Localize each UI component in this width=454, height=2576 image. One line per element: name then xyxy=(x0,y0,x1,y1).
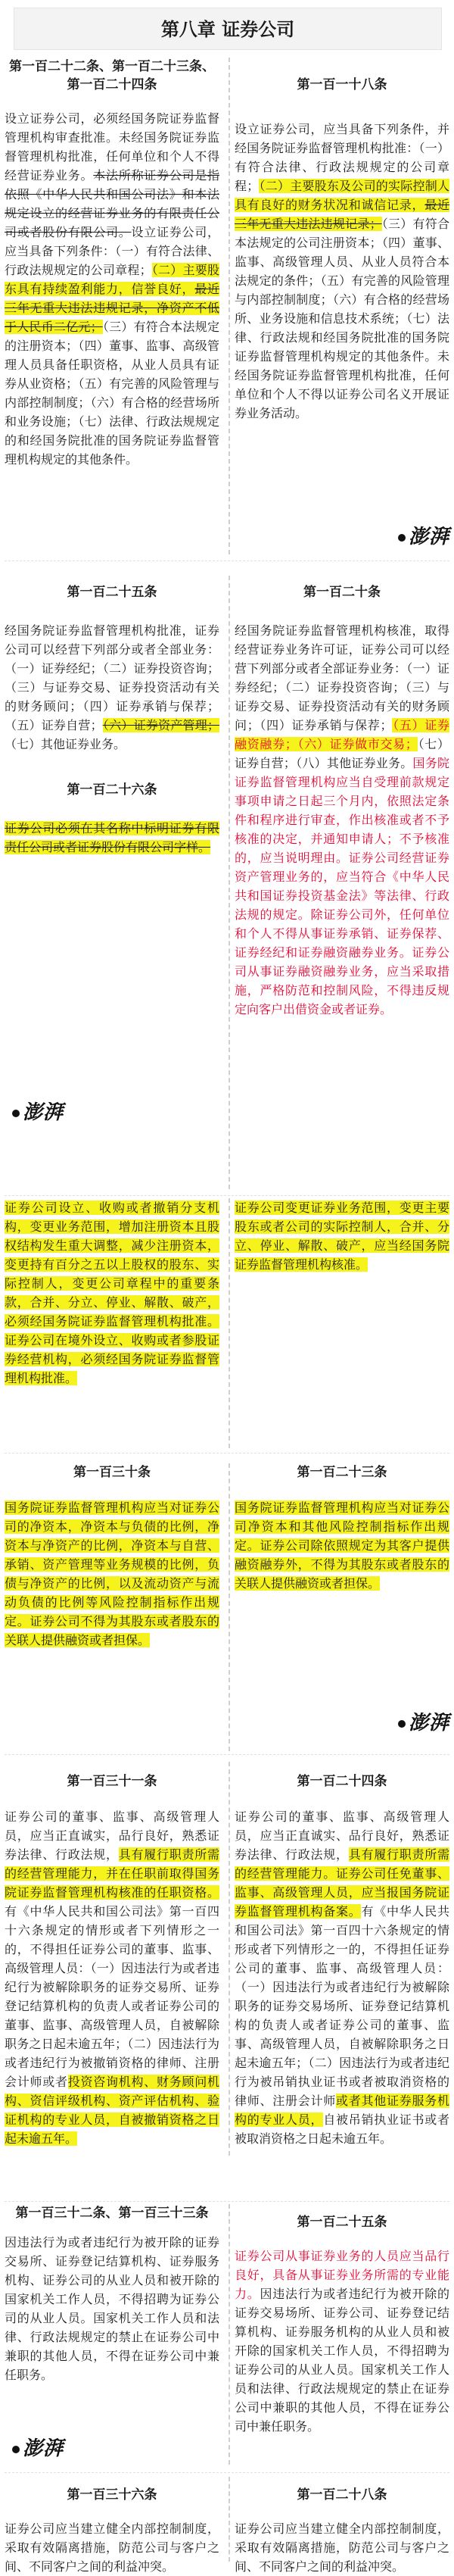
new-text: 国务院证券监督管理机构应当自受理前款规定事项申请之日起三个月内，依照法定条件和程序进行审查，作出核准或者不予核准的决定，并通知申请人；不予核准的，应当说明理由。证券公司经营证券资产管理业务的，应当符合《中华人民共和国证券投资基金法》等法律、行政法规的规定。除证券公司外，任何单位和个人不得从事证券承销、证券保荐、证券经纪和证券融资融券业务。证券公司从事证券融资融券业务，应当采取措施，严格防范和控制风险，不得违反规定向客户出借资金或者证券。 xyxy=(235,756,449,1016)
deleted-text: 最近三年无重大违法违规记录； xyxy=(235,198,449,231)
article-text: 因违法行为或者违纪行为被开除的证券交易所、证券登记结算机构、证券服务机构、证券公司的从业人员和被开除的国家机关工作人员，不得招聘为证券公司的从业人员。国家机关工作人员和法律、行政法规规定的禁止在证券公司中兼职的其他人员，不得在证券公司中兼任职务。 xyxy=(5,2235,219,2382)
column-divider xyxy=(229,2477,230,2562)
old-law-column xyxy=(5,2477,219,2576)
article-title: 第一百一十八条 xyxy=(297,77,387,92)
article-text xyxy=(5,1198,219,1388)
section-article-123 xyxy=(5,1463,449,1751)
deleted-text: （六）证券资产管理； xyxy=(102,718,219,732)
article-text xyxy=(235,1198,449,1274)
article-title: 第一百二十八条 xyxy=(297,2487,387,2503)
column-divider xyxy=(229,1198,230,1448)
new-law-column xyxy=(235,576,449,1019)
section-article-124 xyxy=(5,1762,449,2156)
new-law-column xyxy=(235,58,449,423)
article-text: 证券公司的董事、监事、高级管理人员，应当正直诚实，品行良好，熟悉证券法律、行政法规，具有履行职责所需的经营管理能力，并在任职前取得国务院证券监督管理机构核准的任职资格。有《中华人民共和国公司法》第一百四十六条规定的情形或者下列情形之一的，不得担任证券公司的董事、监事、高级管理人员：（一）因违法行为或者违纪行为被解除职务的证券交易所、证券登记结算机构的负责人或者证券公司的董事、监事、高级管理人员，自被解除职务之日起未逾五年；（二）因违法行为或者违纪行为被撤销资格的律师、注册会计师或者投资咨询机构、财务顾问机构、资信评级机构、资产评估机构、验证机构的专业人员，自被撤销资格之日起未逾五年。 xyxy=(5,1809,219,2146)
highlighted-text: 具有履行职责所需的经营管理能力。证券公司任免董事、监事、高级管理人员，应当报国务院证券监督管理机构备案。 xyxy=(235,1847,449,1919)
article-text: 设立证券公司，必须经国务院证券监督管理机构审查批准。未经国务院证券监督管理机构批准，任何单位和个人不得经营证券业务。本法所称证券公司是指依照《中华人民共和国公司法》和本法规定设立的经营证券业务的有限责任公司或者股份有限公司。设立证券公司，应当具备下列条件：（一）有符合法律、行政法规规定的公司章程；（二）主要股东具有持续盈利能力，信誉良好，最近三年无重大违法违规记录，净资产不低于人民币二亿元；（三）有符合本法规定的注册资本；（四）董事、监事、高级管理人员具备任职资格，从业人员具有证券从业资格；（五）有完善的风险管理与内部控制制度；（六）有合格的经营场所和业务设施；（七）法律、行政法规规定的和经国务院批准的国务院证券监督管理机构规定的其他条件。 xyxy=(5,111,219,467)
highlighted-text: 或者其他证券服务机构的专业人员， xyxy=(235,2094,449,2127)
article-title: 第一百二十条 xyxy=(303,585,381,600)
article-title: 第一百二十四条 xyxy=(297,1774,387,1789)
thepaper-logo: 澎湃 xyxy=(12,2433,64,2461)
article-title: 第一百二十六条 xyxy=(67,782,157,798)
old-law-column xyxy=(5,2204,219,2384)
column-divider xyxy=(229,576,230,1189)
article-text: 设立证券公司，应当具备下列条件，并经国务院证券监督管理机构批准：（一）有符合法律、行政法规规定的公司章程；（二）主要股东及公司的实际控制人具有良好的财务状况和诚信记录，最近三年无重大违法违规记录；（三）有符合本法规定的公司注册资本；（四）董事、监事、高级管理人员、从业人员符合本法规定的条件；（五）有完善的风险管理与内部控制制度；（六）有合格的经营场所、业务设施和信息技术系统；（七）法律、行政法规和经国务院批准的国务院证券监督管理机构规定的其他条件。未经国务院证券监督管理机构批准，任何单位和个人不得以证券公司名义开展证券业务活动。 xyxy=(235,122,449,420)
new-law-column xyxy=(235,2204,449,2436)
section-divider xyxy=(5,560,449,561)
new-law-column xyxy=(235,2477,449,2576)
article-title: 第一百三十二条、第一百三十三条 xyxy=(15,2206,209,2221)
section-divider xyxy=(5,2201,449,2202)
article-title: 第一百二十五条 xyxy=(67,585,157,600)
article-text xyxy=(235,1498,449,1593)
highlighted-text: 国务院证券监督管理机构应当对证券公司净资本和其他风险控制指标作出规定。证券公司除依照规定为其客户提供融资融券外，不得为其股东或者股东的关联人提供融资或者担保。 xyxy=(235,1500,449,1591)
article-title: 第一百三十条 xyxy=(73,1465,151,1480)
column-divider xyxy=(229,2204,230,2465)
section-article-125 xyxy=(5,2204,449,2465)
section-divider xyxy=(5,1754,449,1755)
old-law-column xyxy=(5,58,219,469)
highlighted-text: 国务院证券监督管理机构应当对证券公司的净资本，净资本与负债的比例，净资本与净资产的比例，净资本与自营、承销、资产管理等业务规模的比例，负债与净资产的比例，以及流动资产与流动负债的比例等风险控制指标作出规定。证券公司不得为其股东或者股东的关联人提供融资或者担保。 xyxy=(5,1500,219,1647)
deleted-text: 最近三年无重大违法违规记录，净资产不低于人民币二亿元； xyxy=(5,282,219,334)
article-text: 证券公司的董事、监事、高级管理人员，应当正直诚实、品行良好，熟悉证券法律、行政法规，具有履行职责所需的经营管理能力。证券公司任免董事、监事、高级管理人员，应当报国务院证券监督管理机构备案。有《中华人民共和国公司法》第一百四十六条规定的情形或者下列情形之一的，不得担任证券公司的董事、监事、高级管理人员：（一）因违法行为或者违纪行为被解除职务的证券交易场所、证券登记结算机构的负责人或者证券公司的董事、监事、高级管理人员，自被解除职务之日起未逾五年；（二）因违法行为或者违纪行为被吊销执业证书或者被取消资格的律师、注册会计师或者其他证券服务机构的专业人员，自被吊销执业证书或者被取消资格之日起未逾五年。 xyxy=(235,1809,449,2146)
new-law-column xyxy=(235,1463,449,1593)
article-title: 第一百二十五条 xyxy=(297,2215,387,2230)
old-law-column xyxy=(5,1463,219,1650)
article-text: 证券公司应当建立健全内部控制制度，采取有效隔离措施，防范公司与客户之间、不同客户之间的利益冲突。 xyxy=(235,2521,449,2574)
deleted-text: 本法所称证券公司是指依照《中华人民共和国公司法》和本法规定设立的经营证券业务的有限责任公司或者股份有限公司。 xyxy=(5,168,219,239)
highlighted-text: 投资咨询机构、财务顾问机构、资信评级机构、资产评估机构、验证机构的专业人员，自被撤销资格之日起未逾五年。 xyxy=(5,2075,219,2146)
highlighted-text: 具有履行职责所需的经营管理能力，并在任职前取得国务院证券监督管理机构核准的任职资格。 xyxy=(5,1847,219,1900)
new-law-column xyxy=(235,1198,449,1274)
thepaper-logo: 澎湃 xyxy=(398,1707,449,1735)
section-divider xyxy=(5,1195,449,1196)
old-law-column xyxy=(5,1198,219,1388)
highlighted-text: （二）主要股东具有持续盈利能力，信誉良好， xyxy=(5,263,219,296)
new-text: （五）证券融资融券；（六）证券做市交易； xyxy=(235,718,449,751)
column-divider xyxy=(229,58,230,554)
section-article-120 xyxy=(5,576,449,1189)
highlighted-text: （二）主要股东及公司的实际控制人具有良好的财务状况和诚信记录， xyxy=(235,179,449,212)
section-article-128 xyxy=(5,2477,449,2574)
highlighted-text: 证券公司在境外设立、收购或者参股证券经营机构，必须经国务院证券监督管理机构批准。 xyxy=(5,1333,219,1385)
highlighted-text: 证券公司设立、收购或者撤销分支机构，变更业务范围，增加注册资本且股权结构发生重大调整，减少注册资本，变更持有百分之五以上股权的股东、实际控制人，变更公司章程中的重要条款，合并、分立、停业、解散、破产，必须经国务院证券监督管理机构批准。 xyxy=(5,1201,219,1329)
section-article-118 xyxy=(5,58,449,554)
thepaper-logo: 澎湃 xyxy=(12,1097,64,1125)
old-law-column xyxy=(5,576,219,857)
article-title: 第一百三十六条 xyxy=(67,2487,157,2503)
chapter-title: 第八章 证券公司 xyxy=(14,8,442,50)
section-divider xyxy=(5,2472,449,2473)
column-divider xyxy=(229,1762,230,2156)
article-title: 第一百二十三条 xyxy=(297,1465,387,1480)
article-text: 经国务院证券监督管理机构批准，证券公司可以经营下列部分或者全部业务：（一）证券经纪；（二）证券投资咨询；（三）与证券交易、证券投资活动有关的财务顾问；（四）证券承销与保荐；（五）证券自营；（六）证券资产管理；（七）其他证券业务。 xyxy=(5,623,219,751)
thepaper-logo: 澎湃 xyxy=(398,521,449,549)
section-article-122 xyxy=(5,1198,449,1448)
highlighted-text: 证券公司变更证券业务范围，变更主要股东或者公司的实际控制人，合并、分立、停业、解散、破产，应当经国务院证券监督管理机构核准。 xyxy=(235,1201,449,1272)
old-law-column xyxy=(5,1762,219,2148)
article-text: 证券公司应当建立健全内部控制制度，采取有效隔离措施，防范公司与客户之间、不同客户之间的利益冲突。 xyxy=(5,2521,219,2574)
deleted-text: 证券公司必须在其名称中标明证券有限责任公司或者证券股份有限公司字样。 xyxy=(5,821,219,854)
new-law-column xyxy=(235,1762,449,2148)
new-text: 证券公司从事证券业务的人员应当品行良好，具备从事证券业务所需的专业能力。 xyxy=(235,2249,449,2301)
article-title: 第一百三十一条 xyxy=(67,1774,157,1789)
article-text xyxy=(5,819,219,857)
article-text: 经国务院证券监督管理机构核准，取得经营证券业务许可证，证券公司可以经营下列部分或者全部证券业务：（一）证券经纪；（二）证券投资咨询；（三）与证券交易、证券投资活动有关的财务顾问；（四）证券承销与保荐；（五）证券融资融券；（六）证券做市交易；（七）证券自营；（八）其他证券业务。国务院证券监督管理机构应当自受理前款规定事项申请之日起三个月内，依照法定条件和程序进行审查，作出核准或者不予核准的决定，并通知申请人；不予核准的，应当说明理由。证券公司经营证券资产管理业务的，应当符合《中华人民共和国证券投资基金法》等法律、行政法规的规定。除证券公司外，任何单位和个人不得从事证券承销、证券保荐、证券经纪和证券融资融券业务。证券公司从事证券融资融券业务，应当采取措施，严格防范和控制风险，不得违反规定向客户出借资金或者证券。 xyxy=(235,623,449,1016)
article-title: 第一百二十二条、第一百二十三条、第一百二十四条 xyxy=(9,59,215,92)
column-divider xyxy=(229,1463,230,1751)
article-text: 证券公司从事证券业务的人员应当品行良好，具备从事证券业务所需的专业能力。因违法行为或者违纪行为被开除的证券交易场所、证券公司、证券登记结算机构、证券服务机构的从业人员和被开除的国家机关工作人员，不得招聘为证券公司的从业人员。国家机关工作人员和法律、行政法规规定的禁止在证券公司中兼职的其他人员，不得在证券公司中兼任职务。 xyxy=(235,2249,449,2434)
article-text xyxy=(5,1498,219,1650)
